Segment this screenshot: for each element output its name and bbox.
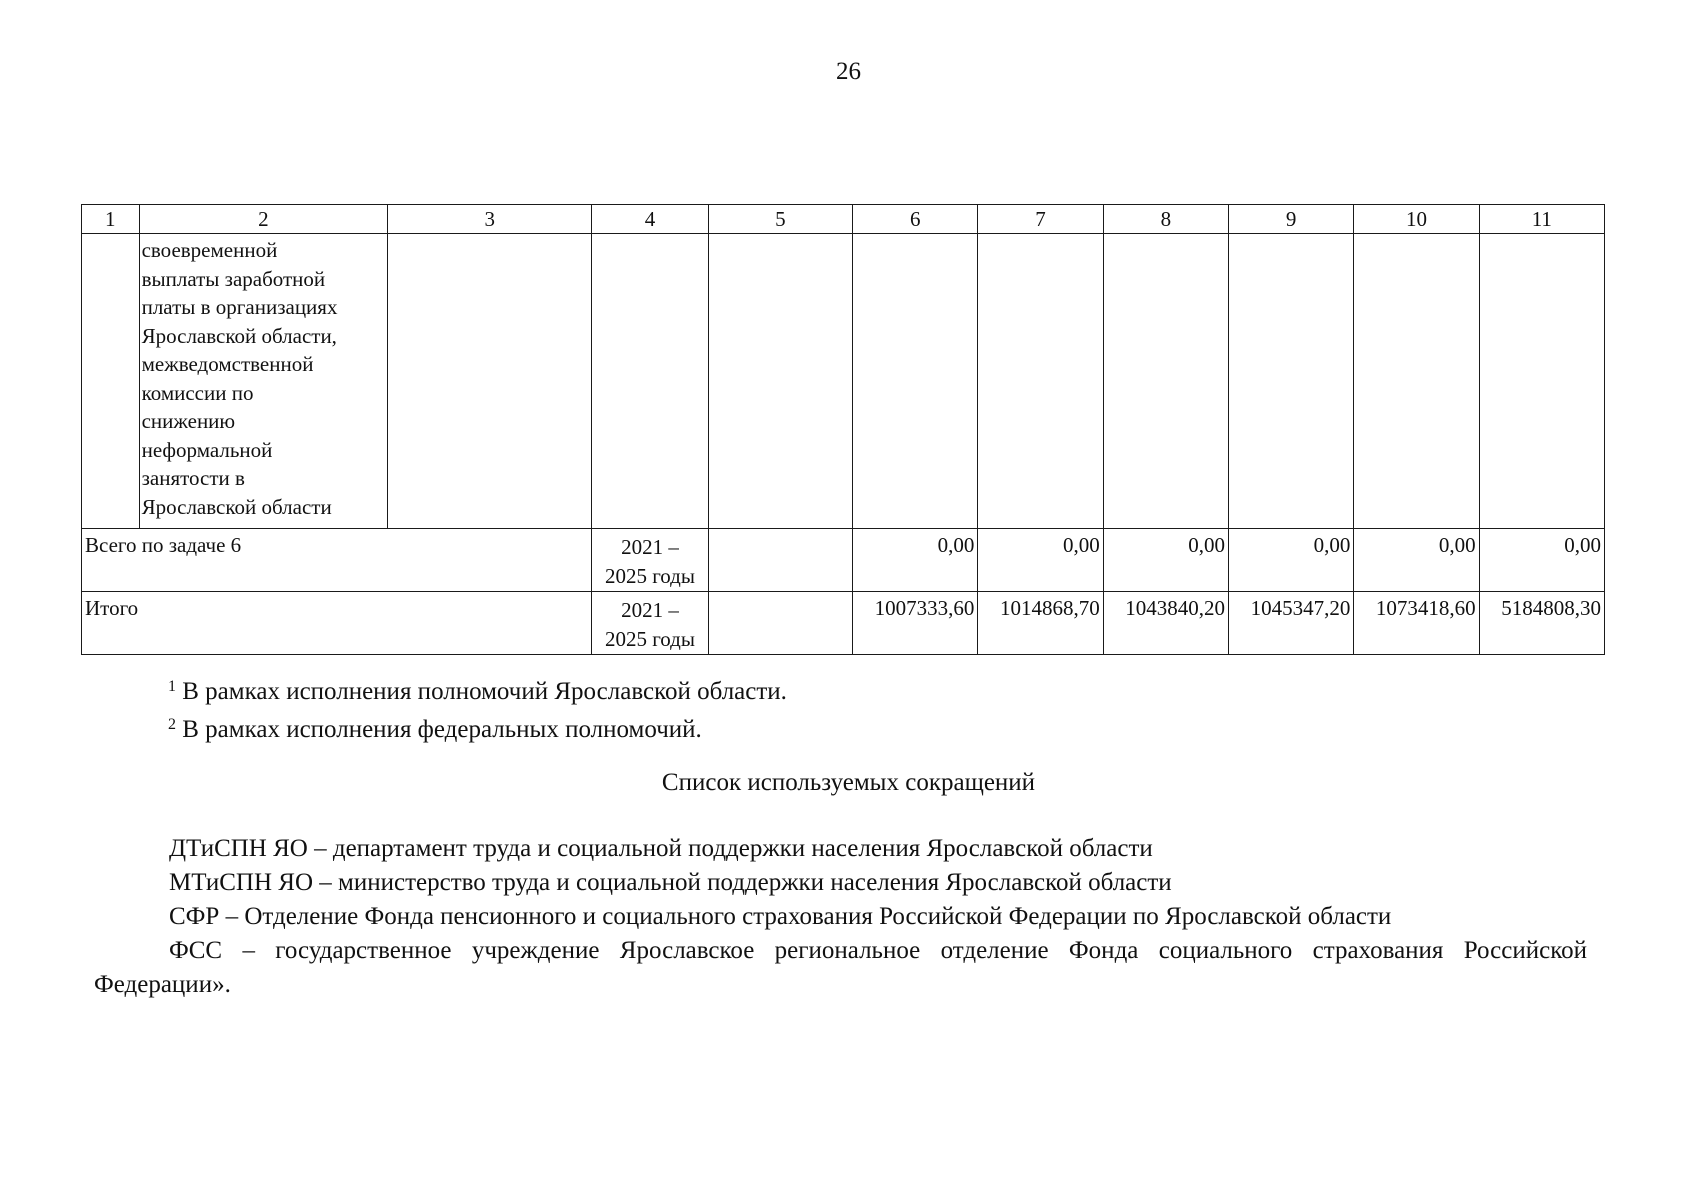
column-number: 7	[978, 205, 1103, 234]
footnote-mark: 2	[168, 716, 176, 733]
column-number: 3	[388, 205, 592, 234]
abbreviation-item: СФР – Отделение Фонда пенсионного и социального страхования Российской Федерации по Ярославской области	[169, 903, 1392, 930]
value-cell: 0,00	[1354, 529, 1479, 592]
value-cell: 1045347,20	[1229, 592, 1354, 655]
row-label: Всего по задаче 6	[82, 529, 592, 592]
empty-cell	[388, 234, 592, 529]
period-cell	[592, 529, 708, 592]
abbreviations-list	[94, 832, 1587, 1002]
column-number-row	[82, 205, 1605, 234]
description-line: занятости в	[141, 466, 245, 490]
empty-cell	[1103, 234, 1228, 529]
value-cell: 1014868,70	[978, 592, 1103, 655]
footnote	[168, 670, 787, 708]
period-line: 2021 –	[621, 535, 679, 559]
empty-cell	[853, 234, 978, 529]
footnote-mark: 1	[168, 678, 176, 695]
empty-cell	[708, 529, 853, 592]
empty-cell	[82, 234, 140, 529]
value-cell: 1007333,60	[853, 592, 978, 655]
column-number: 1	[82, 205, 140, 234]
column-number: 9	[1229, 205, 1354, 234]
description-line: Ярославской области,	[141, 323, 337, 348]
value-cell: 0,00	[1229, 529, 1354, 592]
budget-table	[81, 204, 1605, 655]
description-line: неформальной	[141, 437, 273, 462]
description-line: своевременной	[141, 238, 278, 262]
period-line: 2025 годы	[604, 627, 695, 651]
abbreviation-item: ФСС – государственное учреждение Ярославское региональное отделение Фонда социального страхования Российской Федерации».	[94, 937, 1587, 998]
abbreviations-heading: Список используемых сокращений	[661, 769, 1036, 796]
empty-cell	[1229, 234, 1354, 529]
footnote-text: В рамках исполнения федеральных полномочий.	[182, 716, 702, 743]
row-label: Итого	[82, 592, 592, 655]
value-cell: 1043840,20	[1103, 592, 1228, 655]
footnote	[168, 708, 787, 746]
footnote-text: В рамках исполнения полномочий Ярославской области.	[182, 678, 787, 705]
column-number: 2	[139, 205, 388, 234]
grand-total-row	[82, 592, 1605, 655]
column-number: 8	[1103, 205, 1228, 234]
description-line: межведомственной	[141, 352, 314, 376]
value-cell: 5184808,30	[1479, 592, 1604, 655]
empty-cell	[592, 234, 708, 529]
empty-cell	[1354, 234, 1479, 529]
column-number: 4	[592, 205, 708, 234]
abbreviation-item: ДТиСПН ЯО – департамент труда и социальной поддержки населения Ярославской области	[169, 835, 1153, 862]
value-cell: 1073418,60	[1354, 592, 1479, 655]
description-line: выплаты заработной	[141, 266, 326, 291]
description-line: комиссии по	[141, 380, 254, 405]
value-cell: 0,00	[853, 529, 978, 592]
column-number: 10	[1354, 205, 1479, 234]
description-line: снижению	[141, 409, 236, 433]
column-number: 11	[1479, 205, 1604, 234]
measure-description-cell	[139, 234, 388, 529]
task-total-row	[82, 529, 1605, 592]
description-line: Ярославской области	[141, 494, 332, 519]
empty-cell	[978, 234, 1103, 529]
value-cell: 0,00	[1479, 529, 1604, 592]
value-cell: 0,00	[978, 529, 1103, 592]
column-number: 5	[708, 205, 853, 234]
empty-cell	[1479, 234, 1604, 529]
abbreviation-item: МТиСПН ЯО – министерство труда и социальной поддержки населения Ярославской области	[169, 869, 1172, 896]
period-line: 2021 –	[621, 598, 679, 622]
period-line: 2025 годы	[604, 564, 695, 588]
empty-cell	[708, 234, 853, 529]
footnotes	[168, 670, 787, 746]
empty-cell	[708, 592, 853, 655]
value-cell: 0,00	[1103, 529, 1228, 592]
period-cell	[592, 592, 708, 655]
column-number: 6	[853, 205, 978, 234]
page-number: 26	[836, 58, 861, 85]
table-row	[82, 234, 1605, 529]
description-line: платы в организациях	[141, 295, 338, 319]
